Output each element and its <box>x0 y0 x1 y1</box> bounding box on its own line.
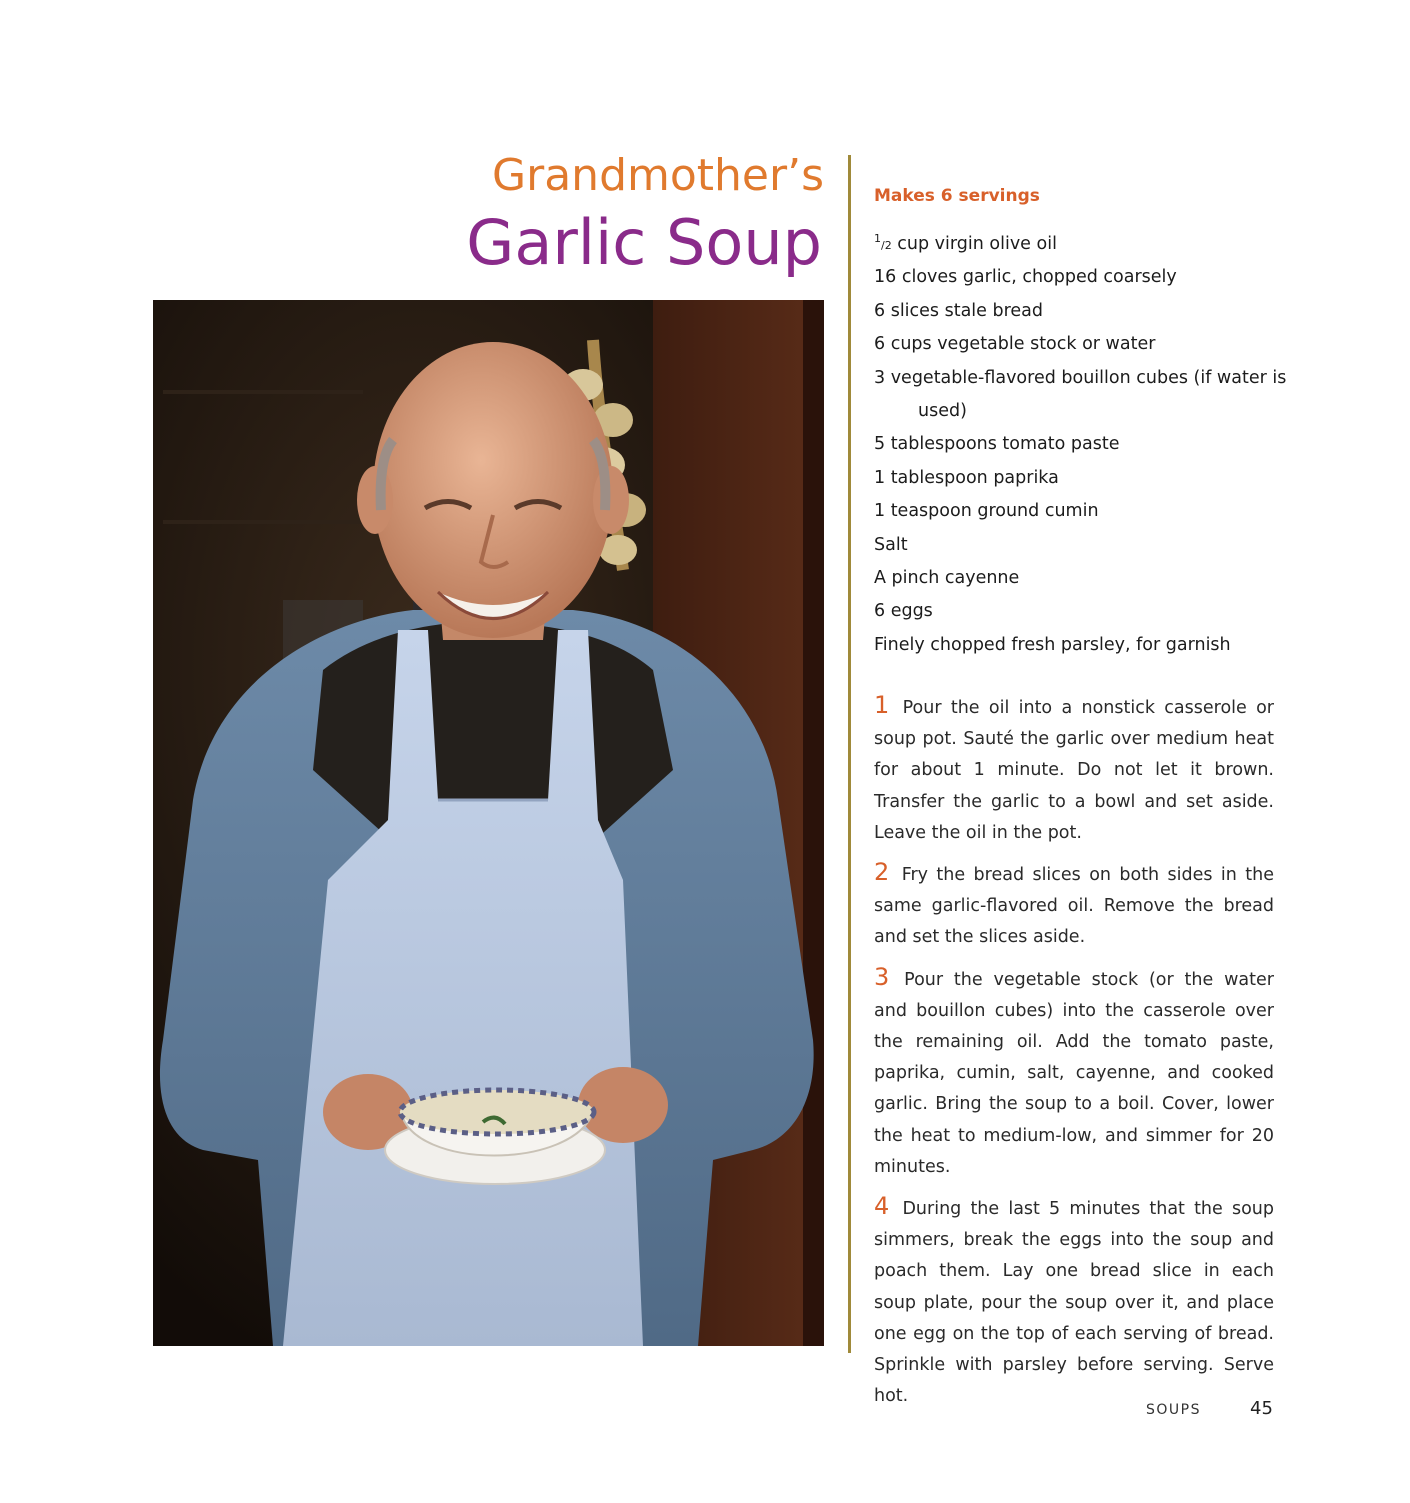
ingredients-list <box>874 228 1294 662</box>
servings-label: Makes 6 servings <box>874 186 1040 206</box>
step-text: Fry the bread slices on both sides in the same garlic-flavored oil. Remove the bread and set the slices aside. <box>874 865 1274 948</box>
ingredient-item: $^1$/2 cup virgin olive oil <box>874 232 1057 254</box>
step-number: 2 <box>874 858 890 887</box>
ingredient-item: 1 teaspoon ground cumin <box>874 501 1099 522</box>
column-divider <box>848 155 851 1353</box>
method-steps <box>874 690 1274 1420</box>
ingredient-text: cup virgin olive oil <box>891 234 1057 254</box>
step-text: Pour the oil into a nonstick casserole or soup pot. Sauté the garlic over medium heat for about 1 minute. Do not let it brown. Transfer the garlic to a bowl and set aside. Leave the oil in the pot. <box>874 698 1274 843</box>
page-number: 45 <box>1250 1398 1273 1419</box>
footer-section-label: SOUPS <box>1146 1402 1201 1418</box>
ingredient-item: 6 eggs <box>874 601 933 622</box>
recipe-title-line1: Grandmother’s <box>492 150 824 201</box>
ingredient-item: 1 tablespoon paprika <box>874 467 1059 488</box>
fraction-numerator: 1 <box>874 232 881 246</box>
step-2 <box>874 857 1274 954</box>
ingredient-item: 3 vegetable-flavored bouillon cubes (if water is used) <box>874 367 1287 422</box>
ingredient-item: 5 tablespoons tomato paste <box>874 434 1120 455</box>
ingredient-item: Salt <box>874 534 908 555</box>
ingredient-item: Finely chopped fresh parsley, for garnish <box>874 634 1231 655</box>
recipe-title-line2: Garlic Soup <box>466 206 822 279</box>
recipe-photo <box>153 300 824 1346</box>
ingredient-item: 6 cups vegetable stock or water <box>874 334 1156 355</box>
step-number: 4 <box>874 1192 890 1221</box>
step-4 <box>874 1191 1274 1412</box>
ingredient-item: 6 slices stale bread <box>874 300 1044 321</box>
step-number: 3 <box>874 962 890 991</box>
ingredient-item: 16 cloves garlic, chopped coarsely <box>874 267 1177 288</box>
photo-illustration <box>153 300 824 1346</box>
ingredient-item: A pinch cayenne <box>874 568 1020 589</box>
step-text: During the last 5 minutes that the soup simmers, break the eggs into the soup and poach them. Lay one bread slice in each soup plate, pour the soup over it, and place one egg on the top of each serving of bread. Sprinkle with parsley before serving. Serve hot. <box>874 1199 1274 1407</box>
step-1 <box>874 690 1274 849</box>
step-text: Pour the vegetable stock (or the water and bouillon cubes) into the casserole over the remaining oil. Add the tomato paste, paprika, cumin, salt, cayenne, and cooked garlic. Bring the soup to a boil. Cover, lower the heat to medium-low, and simmer for 20 minutes. <box>874 969 1274 1177</box>
fraction-denominator: 2 <box>884 239 892 252</box>
step-3 <box>874 962 1274 1183</box>
step-number: 1 <box>874 691 890 719</box>
